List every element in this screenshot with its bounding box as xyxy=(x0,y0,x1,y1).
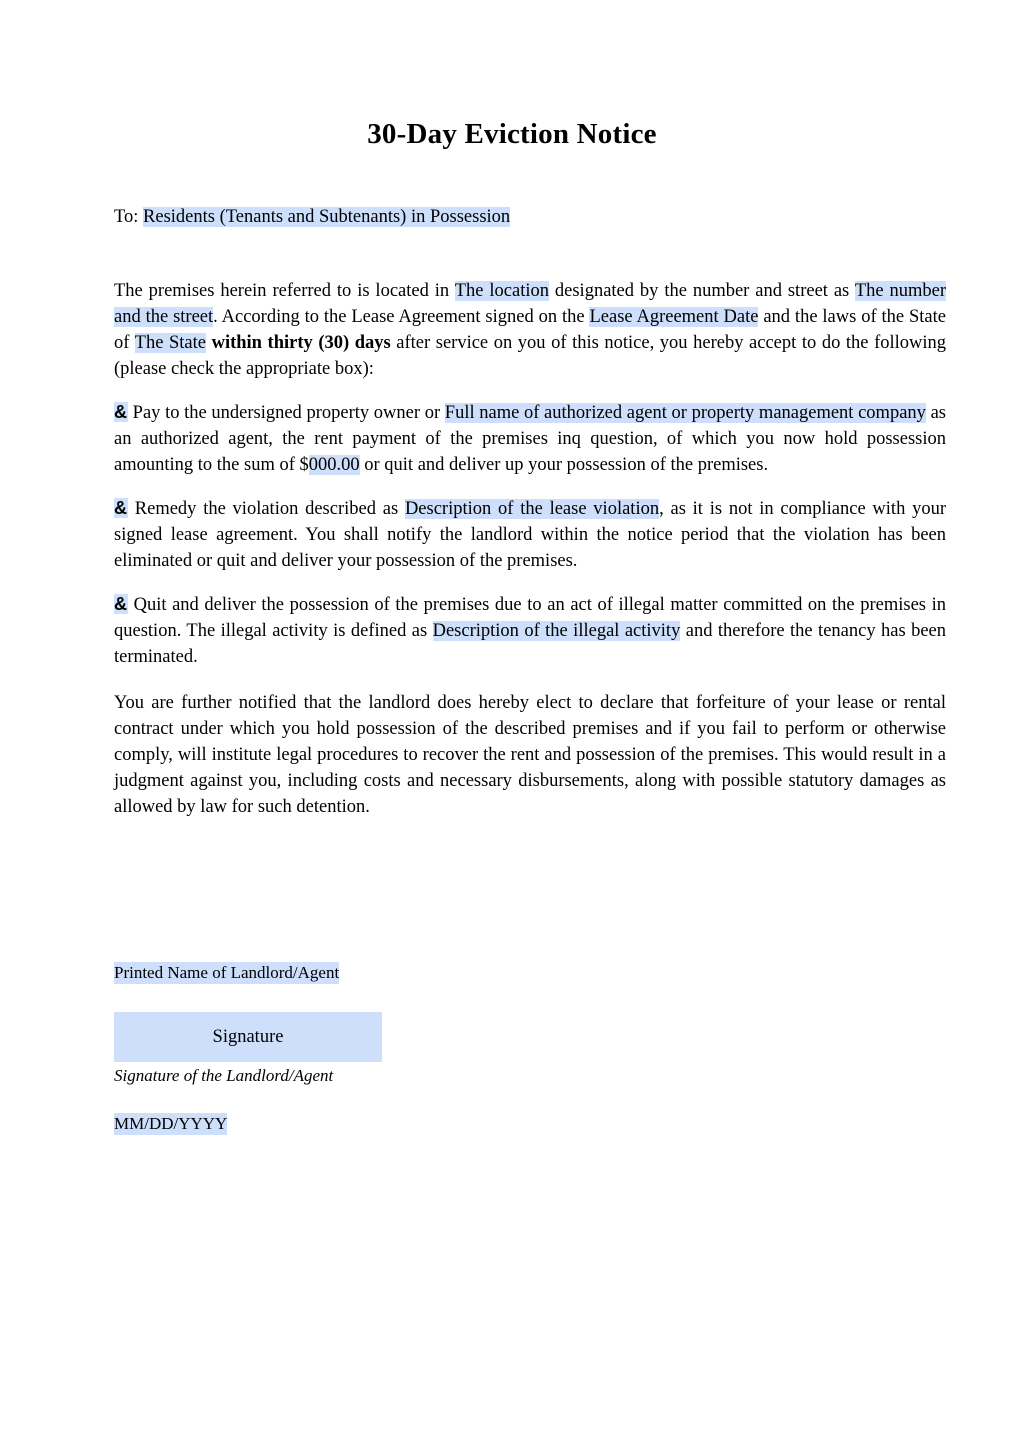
option-item-remedy-violation xyxy=(114,495,946,574)
option-item-pay-rent xyxy=(114,399,946,478)
lead-seg-3: . According to the Lease Agreement signed on the xyxy=(213,307,590,327)
checkbox-icon[interactable]: & xyxy=(114,402,127,422)
field-illegal-activity-description[interactable]: Description of the illegal activity xyxy=(432,621,681,641)
field-state[interactable]: The State xyxy=(134,333,206,353)
option-1-seg-1: Pay to the undersigned property owner or xyxy=(128,403,445,423)
bold-notice-term: within thirty (30) days xyxy=(211,333,391,353)
option-2-seg-1: Remedy the violation described as xyxy=(128,499,405,519)
option-3-seg-2: and therefore the tenancy has been terminated. xyxy=(114,621,947,667)
checkbox-icon[interactable]: & xyxy=(114,594,127,614)
signature-caption: Signature of the Landlord/Agent xyxy=(114,1066,334,1085)
field-authorized-agent-name[interactable]: Full name of authorized agent or property management company xyxy=(444,403,926,423)
field-lease-agreement-date[interactable]: Lease Agreement Date xyxy=(589,307,759,327)
option-3-seg-1: Quit and deliver the possession of the premises due to an act of illegal matter committed on the premises in question. The illegal activity is defined as xyxy=(114,595,946,641)
signature-field[interactable] xyxy=(114,1012,382,1062)
page-title: 30-Day Eviction Notice xyxy=(367,118,657,150)
signature-block xyxy=(114,962,614,1135)
field-date[interactable]: MM/DD/YYYY xyxy=(114,1114,228,1133)
lead-paragraph xyxy=(114,278,946,382)
lead-seg-4: and the laws of the State of xyxy=(114,307,946,353)
field-printed-name[interactable]: Printed Name of Landlord/Agent xyxy=(114,963,340,982)
lead-seg-2: designated by the number and street as xyxy=(548,281,855,301)
option-1-seg-2: as an authorized agent, the rent payment of the premises inq question, of which you now hold possession amounting to the sum of $ xyxy=(114,403,946,475)
field-street[interactable]: The number and the street xyxy=(114,281,946,327)
recipient-line xyxy=(114,204,946,230)
field-lease-violation-description[interactable]: Description of the lease violation xyxy=(404,499,660,519)
recipient-value-field[interactable]: Residents (Tenants and Subtenants) in Possession xyxy=(143,207,511,227)
lead-seg-1: The premises herein referred to is located in xyxy=(114,281,455,301)
document-body xyxy=(114,204,946,820)
option-2-seg-2: , as it is not in compliance with your signed lease agreement. You shall notify the landlord within the notice period that the violation has been eliminated or quit and deliver your possession of the premises. xyxy=(114,499,946,571)
lead-seg-6: after service on you of this notice, you hereby accept to do the following (please check the appropriate box): xyxy=(114,333,947,379)
recipient-label: To: xyxy=(114,207,139,227)
signature-field-label: Signature xyxy=(212,1026,284,1047)
field-location[interactable]: The location xyxy=(454,281,549,301)
checkbox-icon[interactable]: & xyxy=(114,498,127,518)
closing-paragraph: You are further notified that the landlord does hereby elect to declare that forfeiture of your lease or rental contract under which you hold possession of the described premises and if you fail to perform or otherwise comply, will institute legal procedures to recover the rent and possession of the premises. This would result in a judgment against you, including costs and necessary disbursements, along with possible statutory damages as allowed by law for such detention. xyxy=(114,693,946,817)
option-1-seg-3: or quit and deliver up your possession of the premises. xyxy=(359,455,769,475)
field-rent-amount[interactable]: 000.00 xyxy=(308,455,360,475)
option-item-illegal-activity xyxy=(114,591,946,670)
